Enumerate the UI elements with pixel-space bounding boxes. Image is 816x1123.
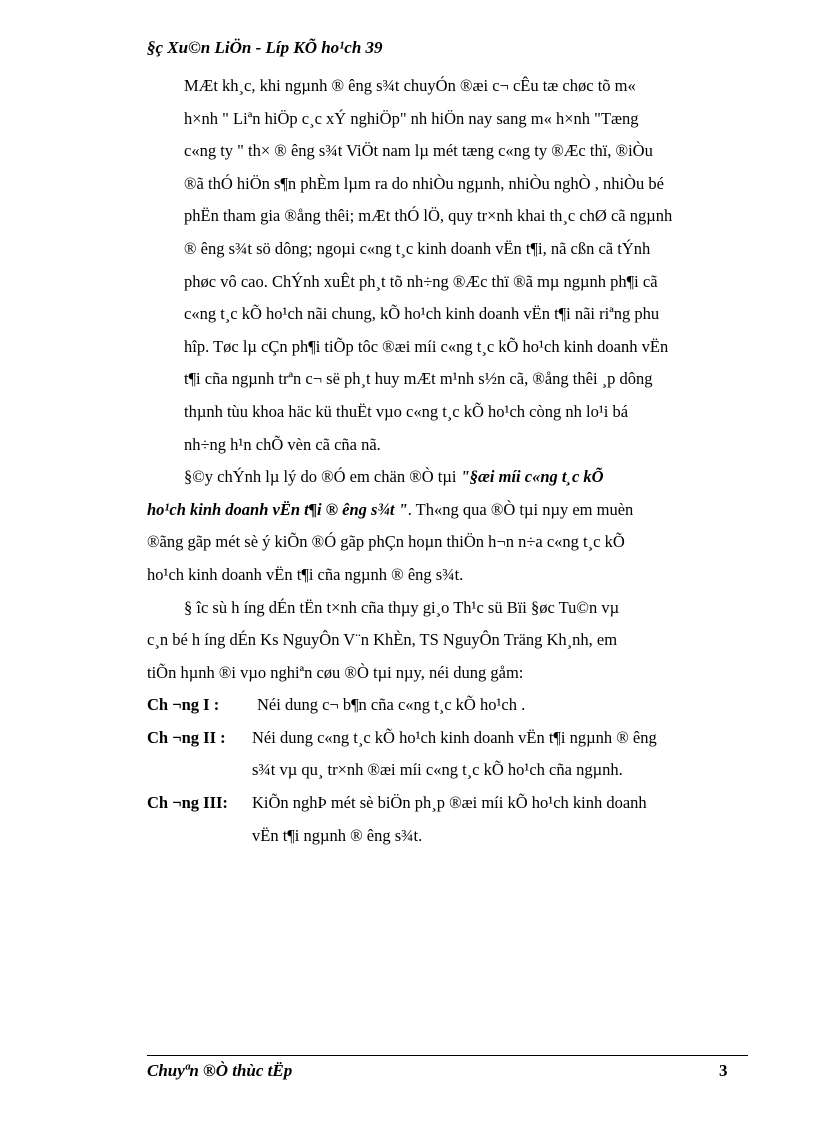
chapter-description bbox=[252, 722, 747, 787]
paragraph-line: h×nh " Liªn hiÖp c¸c xÝ nghiÖp" nh hiÖn nay sang m« h×nh "Tæng bbox=[184, 108, 639, 128]
chapter-label: Ch ¬ng II : bbox=[147, 727, 226, 747]
paragraph-line: phËn tham gia ®ång thêi; mÆt thÓ lÖ, quy tr×nh khai th¸c chØ cã ngµnh bbox=[184, 206, 673, 226]
chapter-line: s¾t vµ qu¸ tr×nh ®æi míi c«ng t¸c kÕ ho¹ch cña ngµnh. bbox=[252, 760, 623, 780]
chapter-label: Ch ¬ng I : bbox=[147, 695, 220, 715]
chapter-item-1 bbox=[147, 689, 747, 722]
paragraph-line: t¶i cña ngµnh trªn c¬ së ph¸t huy mÆt m¹nh s½n cã, ®ång thêi ¸p dông bbox=[184, 369, 653, 389]
page-number: 3 bbox=[719, 1061, 728, 1080]
chapter-description bbox=[257, 689, 747, 722]
paragraph-line: phøc vô cao. ChÝnh xuÊt ph¸t tõ nh÷ng ®Æc thï ®ã mµ ngµnh ph¶i cã bbox=[184, 271, 658, 291]
paragraph-text: . Th«ng qua ®Ò tµi nµy em muèn bbox=[407, 499, 634, 519]
document-body bbox=[147, 70, 747, 852]
paragraph-line: ®ã thÓ hiÖn s¶n phÈm lµm ra do nhiÒu ngµnh, nhiÒu nghÒ , nhiÒu bé bbox=[184, 173, 664, 193]
paragraph-line: ho¹ch kinh doanh vËn t¶i cña ngµnh ® êng s¾t. bbox=[147, 564, 464, 584]
page-header: §ç Xu©n LiÖn - Líp KÕ ho¹ch 39 bbox=[147, 38, 383, 57]
thesis-title: "§æi míi c«ng t¸c kÕ bbox=[460, 467, 604, 487]
chapter-label: Ch ¬ng III: bbox=[147, 793, 228, 813]
footer-title: Chuyªn ®Ò thùc tËp bbox=[147, 1061, 293, 1080]
paragraph-1 bbox=[147, 70, 747, 461]
paragraph-3 bbox=[147, 592, 747, 690]
chapter-line: KiÕn nghÞ mét sè biÖn ph¸p ®æi míi kÕ ho¹ch kinh doanh bbox=[252, 793, 647, 813]
chapter-line: Néi dung c¬ b¶n cña c«ng t¸c kÕ ho¹ch . bbox=[257, 695, 526, 715]
chapter-line: vËn t¶i ngµnh ® êng s¾t. bbox=[252, 825, 423, 845]
paragraph-line bbox=[147, 461, 747, 494]
paragraph-line: thµnh tùu khoa häc kü thuËt vµo c«ng t¸c kÕ ho¹ch còng nh lo¹i bá bbox=[184, 401, 629, 421]
paragraph-line: § îc sù h íng dÉn tËn t×nh cña thµy gi¸o Th¹c sü Bïi §øc Tu©n vµ bbox=[184, 597, 620, 617]
footer-divider bbox=[147, 1055, 748, 1056]
chapter-item-3 bbox=[147, 787, 747, 852]
chapter-line: Néi dung c«ng t¸c kÕ ho¹ch kinh doanh vËn t¶i ngµnh ® êng bbox=[252, 727, 657, 747]
paragraph-line: MÆt kh¸c, khi ngµnh ® êng s¾t chuyÓn ®æi c¬ cÊu tæ chøc tõ m« bbox=[184, 76, 636, 95]
paragraph-line: ® êng s¾t sö dông; ngoµi c«ng t¸c kinh doanh vËn t¶i, nã cßn cã tÝnh bbox=[184, 238, 651, 258]
paragraph-line: nh÷ng h¹n chÕ vèn cã cña nã. bbox=[184, 434, 381, 454]
chapter-description bbox=[252, 787, 747, 852]
paragraph-line: ®ãng gãp mét sè ý kiÕn ®Ó gãp phÇn hoµn thiÖn h¬n n÷a c«ng t¸c kÕ bbox=[147, 532, 625, 552]
paragraph-line bbox=[147, 494, 747, 527]
thesis-title: ho¹ch kinh doanh vËn t¶i ® êng s¾t " bbox=[147, 499, 408, 519]
paragraph-line: tiÕn hµnh ®i vµo nghiªn cøu ®Ò tµi nµy, néi dung gåm: bbox=[147, 662, 524, 682]
paragraph-line: c«ng t¸c kÕ ho¹ch nãi chung, kÕ ho¹ch kinh doanh vËn t¶i nãi riªng phu bbox=[184, 304, 660, 324]
paragraph-text: §©y chÝnh lµ lý do ®Ó em chän ®Ò tµi bbox=[184, 467, 461, 487]
paragraph-line: c¸n bé h íng dÉn Ks NguyÔn V¨n KhÈn, TS NguyÔn Träng Kh¸nh, em bbox=[147, 630, 618, 650]
paragraph-line: hîp. Tøc lµ cÇn ph¶i tiÕp tôc ®æi míi c«ng t¸c kÕ ho¹ch kinh doanh vËn bbox=[184, 336, 669, 356]
paragraph-line: c«ng ty " th× ® êng s¾t ViÖt nam lµ mét tæng c«ng ty ®Æc thï, ®iÒu bbox=[184, 141, 653, 161]
chapter-item-2 bbox=[147, 722, 747, 787]
paragraph-2 bbox=[147, 461, 747, 591]
